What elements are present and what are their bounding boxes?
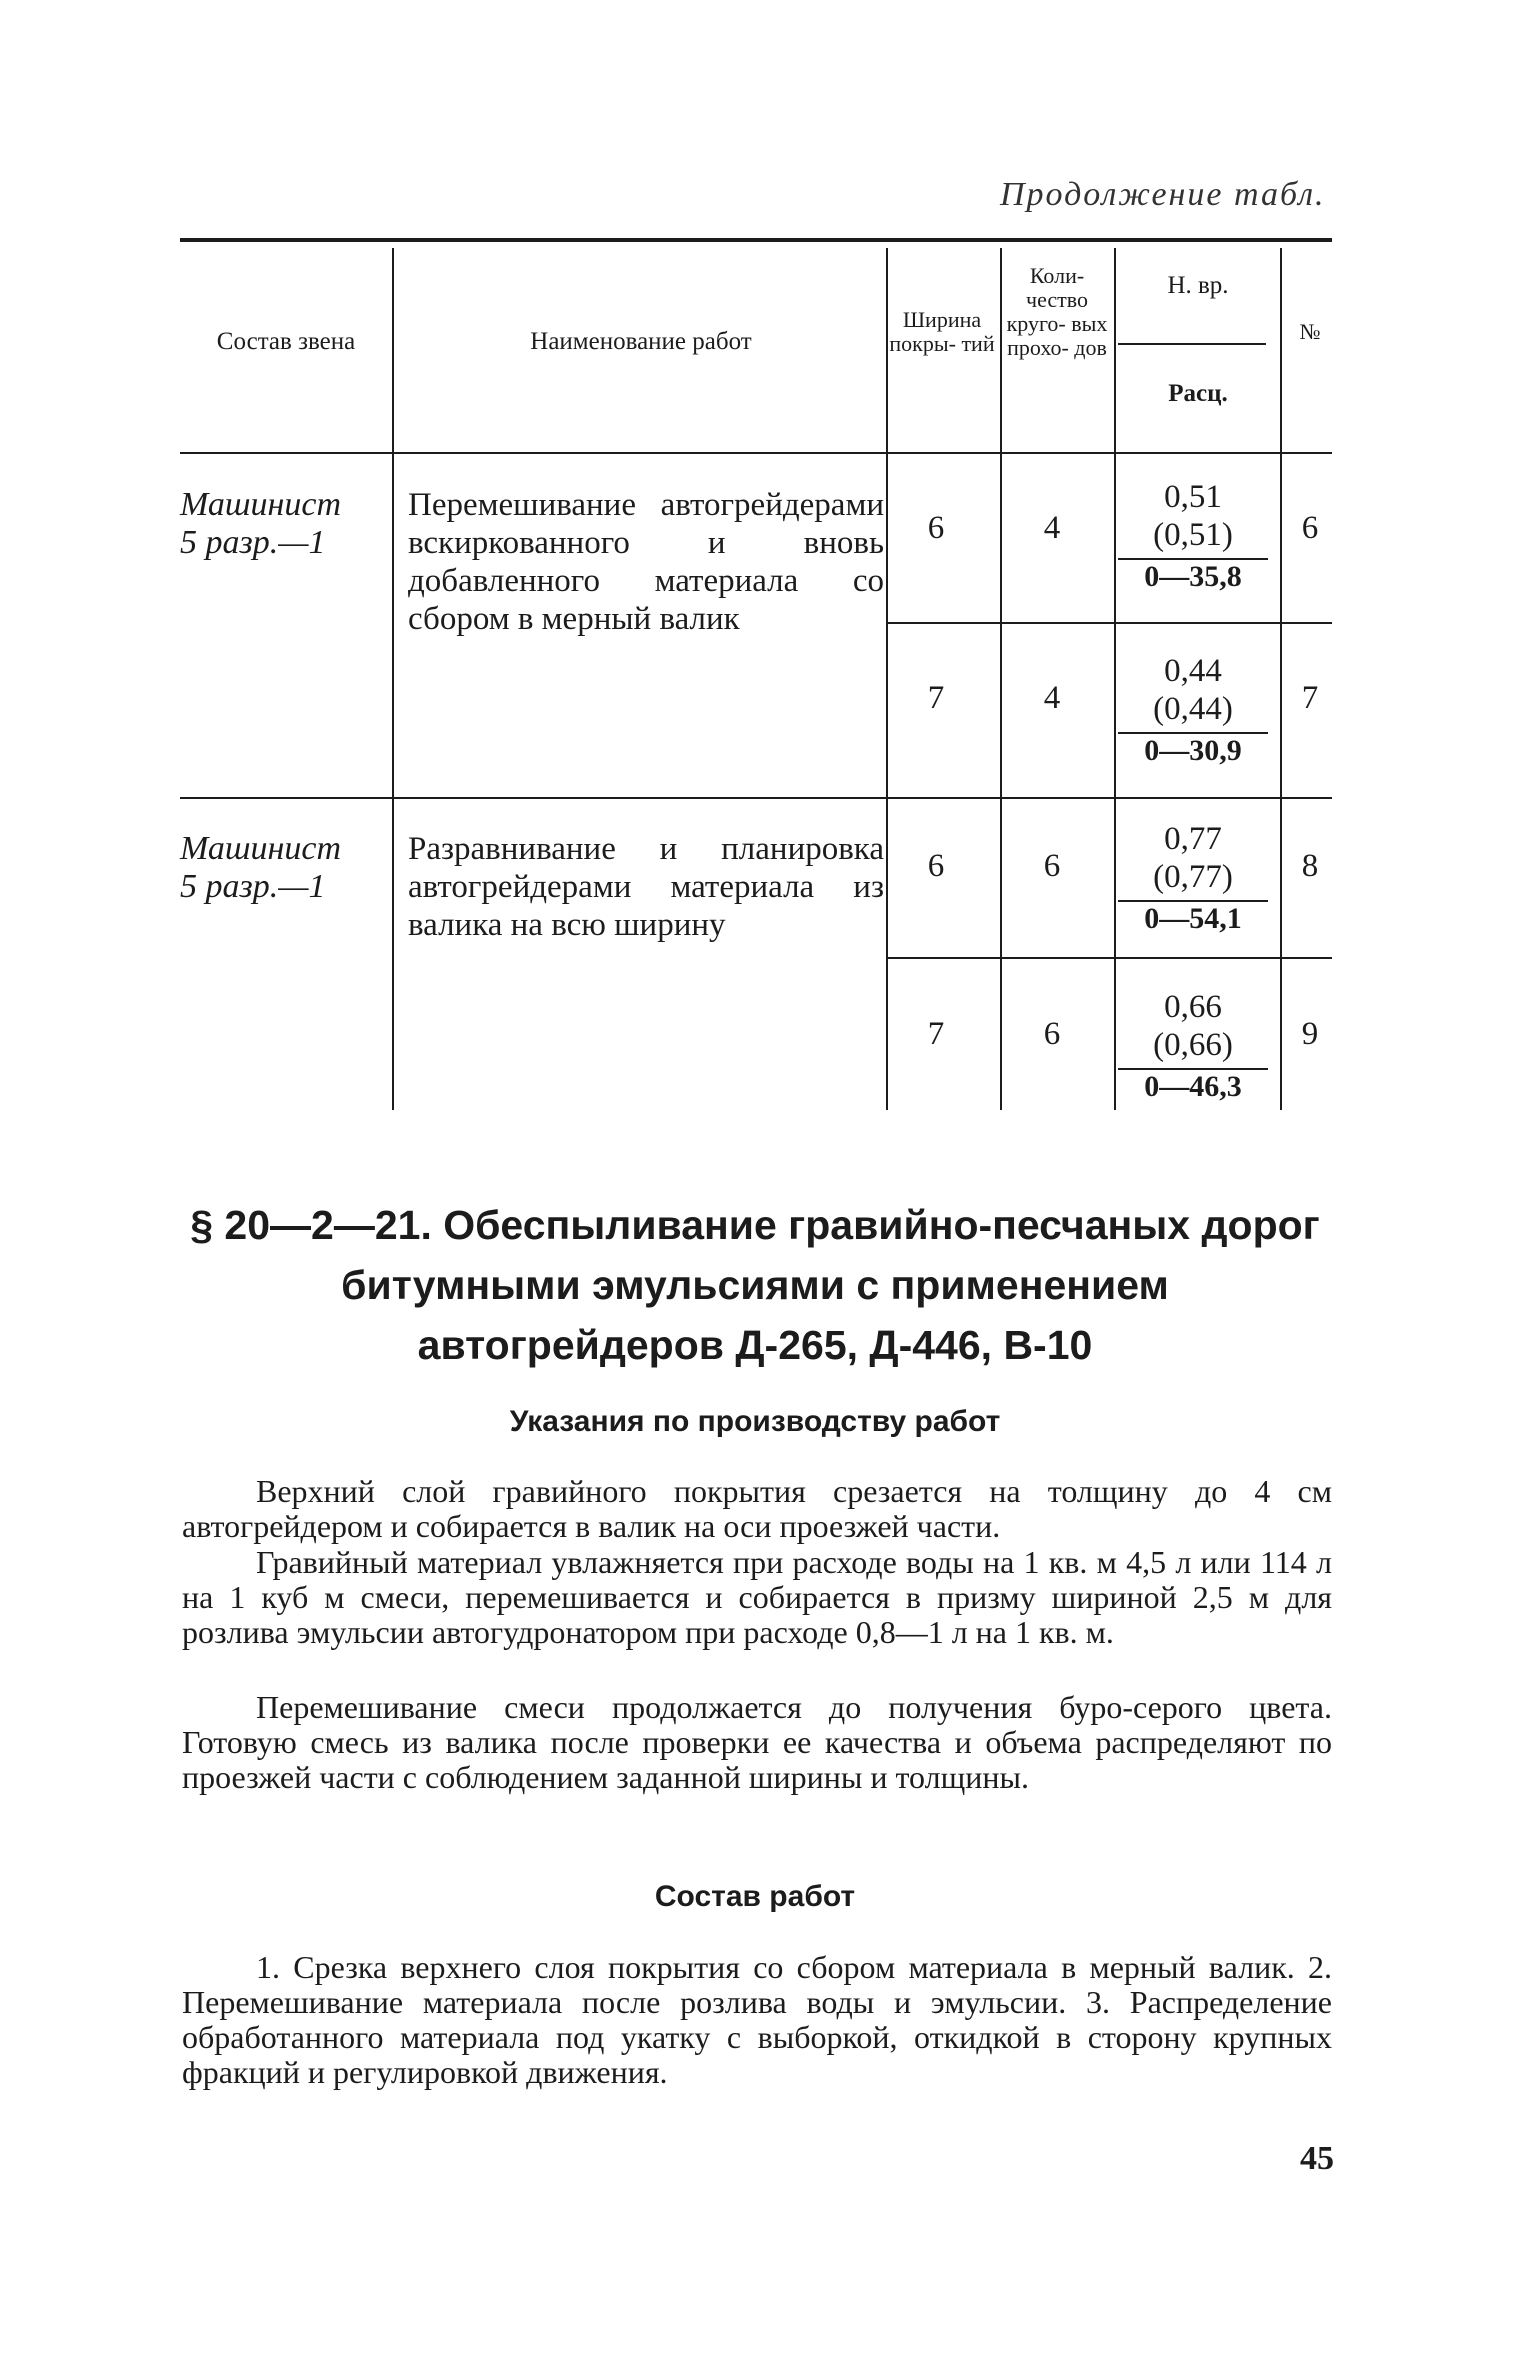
norm-paren-value: (0,44) (1153, 691, 1233, 727)
width-value: 7 (927, 1016, 945, 1052)
norm-value: 0,66 (1164, 989, 1222, 1025)
col-divider-passes (1114, 248, 1116, 1110)
norm-value: 0,44 (1164, 653, 1222, 689)
rate-value: 0—30,9 (1118, 732, 1268, 768)
norm-paren-value: (0,51) (1153, 517, 1233, 553)
continuation-note: Продолжение табл. (1000, 176, 1326, 213)
header-norm-time: Н. вр. (1167, 272, 1229, 299)
norm-cell (1118, 820, 1268, 936)
width-value: 7 (927, 680, 945, 716)
passes-value: 4 (1043, 510, 1061, 546)
row-number: 8 (1301, 848, 1319, 884)
section-title-line-1: § 20—2—21. Обеспыливание гравийно-песчаных дорог (190, 1202, 1320, 1248)
composition-heading: Состав работ (654, 1880, 856, 1913)
header-passes: Коли- чество круго- вых прохо- дов (1006, 263, 1108, 360)
work-description: Разравнивание и планировка автогрейдерами материала из валика на всю ширину (408, 831, 884, 943)
col-divider-crew (392, 248, 394, 1110)
col-divider-work (886, 248, 888, 1110)
passes-value: 6 (1043, 848, 1061, 884)
header-bottom-rule (180, 452, 1332, 454)
table-top-rule (180, 238, 1332, 242)
section-title-line-2: битумными эмульсиями с применением (341, 1262, 1169, 1308)
row-number: 7 (1301, 680, 1319, 716)
header-number: № (1299, 319, 1321, 344)
norm-paren-value: (0,77) (1153, 859, 1233, 895)
passes-value: 6 (1043, 1016, 1061, 1052)
instructions-heading: Указания по производству работ (509, 1405, 1001, 1438)
header-work-name: Наименование работ (530, 328, 752, 355)
work-description: Перемешивание автогрейдерами вскиркованного и вновь добавленного материала со сбором в мерный валик (408, 487, 884, 637)
rate-value: 0—46,3 (1118, 1068, 1268, 1104)
rate-value: 0—54,1 (1118, 900, 1268, 936)
row-number: 6 (1301, 510, 1319, 546)
group-divider-rule (180, 797, 1332, 799)
rate-value: 0—35,8 (1118, 558, 1268, 594)
crew-cell: Машинист 5 разр.—1 (180, 830, 342, 905)
row-divider-rule-2 (888, 957, 1332, 959)
col-divider-width (1000, 248, 1002, 1110)
section-title-line-3: автогрейдеров Д-265, Д-446, В-10 (417, 1322, 1093, 1368)
header-rate: Расц. (1168, 380, 1228, 407)
norm-cell (1118, 478, 1268, 594)
width-value: 6 (927, 848, 945, 884)
crew-cell: Машинист 5 разр.—1 (180, 486, 342, 561)
norm-rate-divider (1118, 343, 1266, 345)
norm-cell (1118, 652, 1268, 768)
norm-cell (1118, 988, 1268, 1104)
norm-paren-value: (0,66) (1153, 1027, 1233, 1063)
width-value: 6 (927, 510, 945, 546)
passes-value: 4 (1043, 680, 1061, 716)
paragraph: Верхний слой гравийного покрытия срезается на толщину до 4 см автогрейдером и собирается в валик на оси проезжей части. (182, 1473, 1332, 1544)
header-width: Ширина покры- тий (889, 307, 995, 356)
section-title (170, 1195, 1340, 1375)
norm-value: 0,77 (1164, 821, 1222, 857)
composition-text: 1. Срезка верхнего слоя покрытия со сбором материала в мерный валик. 2. Перемешивание материала после розлива воды и эмульсии. 3. Распределение обработанного материала под укатку с выборкой, откидкой в сторону крупных фракций и регулировкой движения. (182, 1949, 1332, 2090)
paragraph: Гравийный материал увлажняется при расходе воды на 1 кв. м 4,5 л или 114 л на 1 куб м смеси, перемешивается и собирается в призму шириной 2,5 м для розлива эмульсии автогудронатором при расходе 0,8—1 л на 1 кв. м. (182, 1544, 1332, 1650)
header-crew: Состав звена (216, 328, 356, 355)
row-number: 9 (1301, 1016, 1319, 1052)
page-number: 45 (1300, 2140, 1334, 2177)
col-divider-norm (1280, 248, 1282, 1110)
norm-value: 0,51 (1164, 479, 1222, 515)
row-divider-rule-1 (888, 622, 1332, 624)
paragraph: Перемешивание смеси продолжается до получения буро-серого цвета. Готовую смесь из валика после проверки ее качества и объема распределяют по проезжей части с соблюдением заданной ширины и толщины. (182, 1689, 1332, 1795)
